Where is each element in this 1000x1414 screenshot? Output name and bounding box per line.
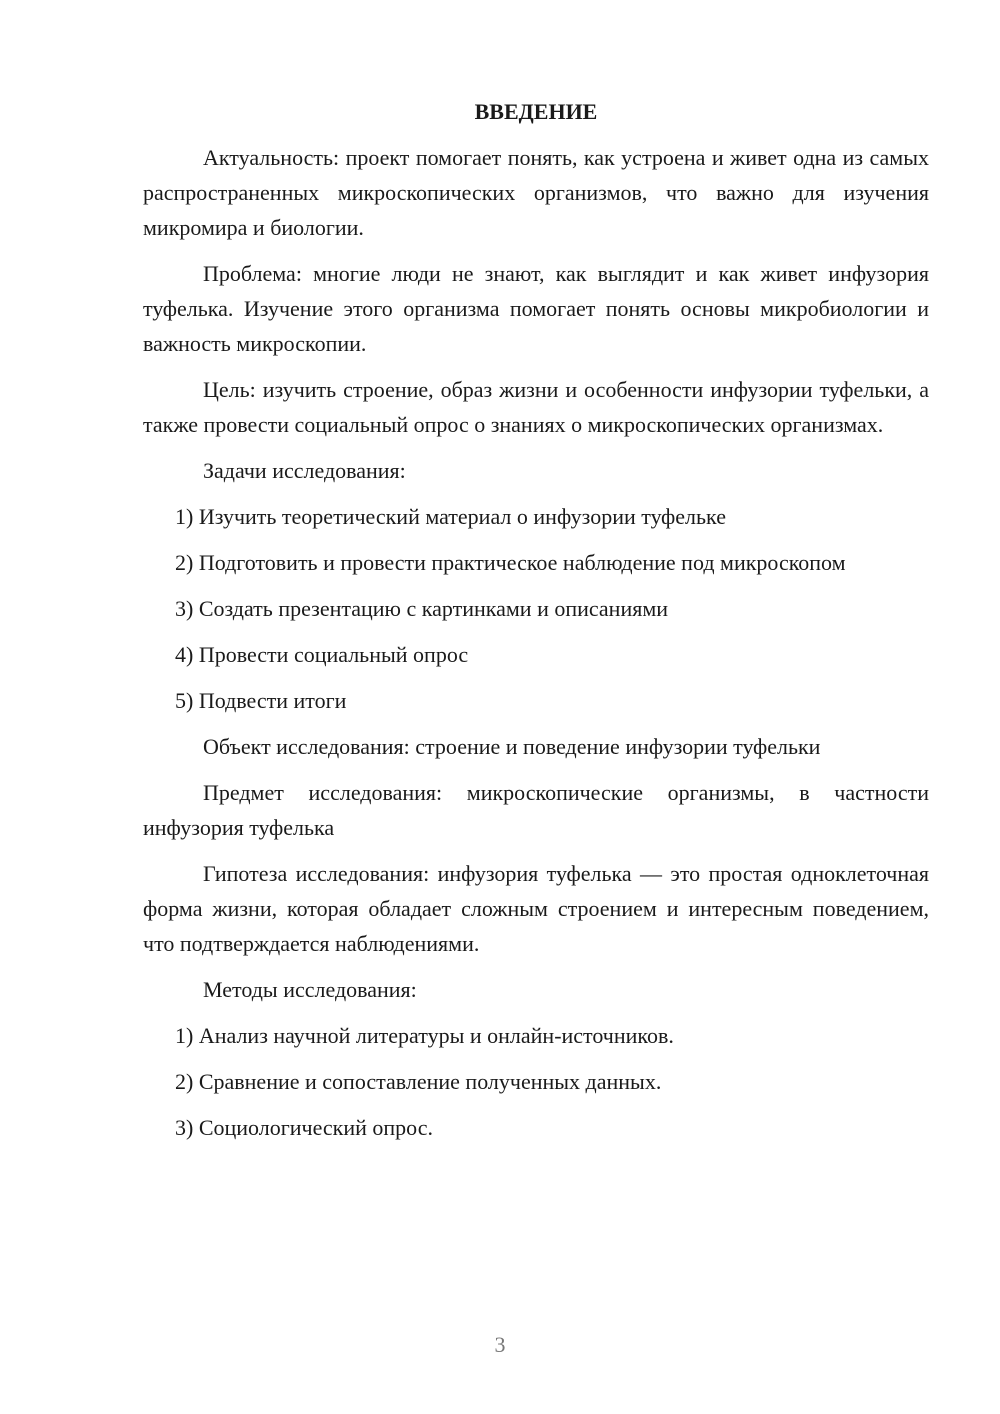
- hypothesis-paragraph: Гипотеза исследования: инфузория туфелька — это простая одноклеточная форма жизни, которая обладает сложным строением и интересным поведением, что подтверждается наблюдениями.: [143, 861, 929, 956]
- document-body: [143, 94, 929, 1156]
- problem-paragraph: Проблема: многие люди не знают, как выглядит и как живет инфузория туфелька. Изучение этого организма помогает понять основы микробиологии и важность микроскопии.: [143, 261, 929, 356]
- page-title: ВВЕДЕНИЕ: [474, 99, 598, 124]
- tasks-heading: Задачи исследования:: [203, 458, 406, 483]
- goal-paragraph: Цель: изучить строение, образ жизни и особенности инфузории туфельки, а также провести социальный опрос о знаниях о микроскопических организмах.: [143, 377, 929, 437]
- task-item: 3) Создать презентацию с картинками и описаниями: [175, 596, 669, 621]
- page-number: 3: [494, 1332, 506, 1357]
- task-item: 2) Подготовить и провести практическое наблюдение под микроскопом: [175, 550, 846, 575]
- object-paragraph: Объект исследования: строение и поведение инфузории туфельки: [203, 734, 821, 759]
- task-item: 1) Изучить теоретический материал о инфузории туфельке: [175, 504, 726, 529]
- method-item: 2) Сравнение и сопоставление полученных данных.: [175, 1069, 662, 1094]
- method-item: 3) Социологический опрос.: [175, 1115, 433, 1140]
- subject-paragraph: Предмет исследования: микроскопические организмы, в частности инфузория туфелька: [143, 780, 929, 840]
- task-item: 5) Подвести итоги: [175, 688, 347, 713]
- method-item: 1) Анализ научной литературы и онлайн-источников.: [175, 1023, 674, 1048]
- methods-heading: Методы исследования:: [203, 977, 417, 1002]
- task-item: 4) Провести социальный опрос: [175, 642, 469, 667]
- relevance-paragraph: Актуальность: проект помогает понять, как устроена и живет одна из самых распространенных микроскопических организмов, что важно для изучения микромира и биологии.: [143, 145, 929, 240]
